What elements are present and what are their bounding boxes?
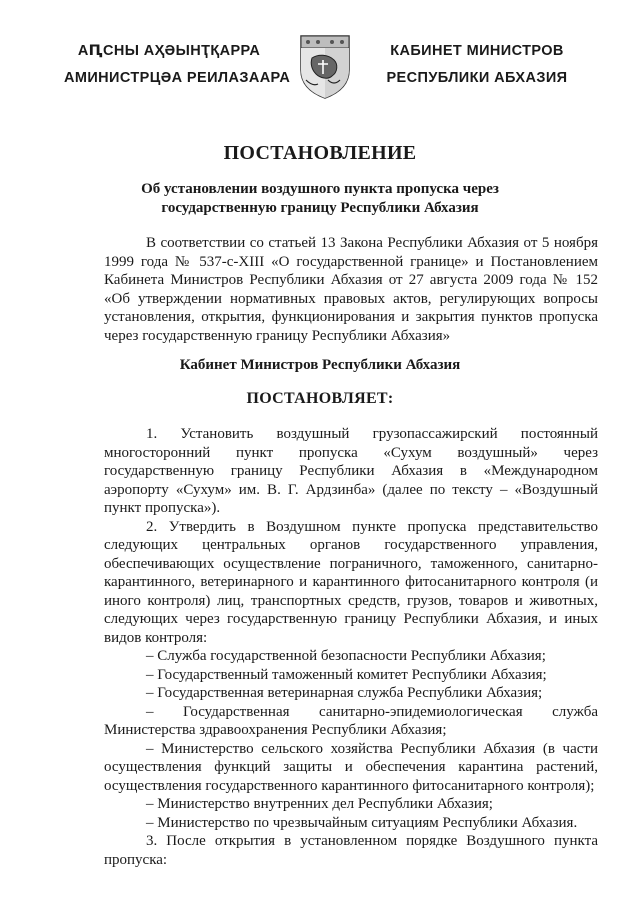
cabinet-heading: Кабинет Министров Республики Абхазия xyxy=(179,357,461,373)
point-1: 1. Установить воздушный грузопассажирский постоянный многосторонний пункт пропуска «Сухум воздушный» через государственную границу Республики Абхазия в «Международном аэропорту «Сухум» им. В. Г. Ардзинба» (далее по тексту – «Воздушный пункт пропуска»). xyxy=(104,426,598,516)
state-emblem-icon xyxy=(298,34,352,100)
document-subtitle: Об установлении воздушного пункта пропуска через государственную границу Республики Абхазия xyxy=(141,181,499,216)
agency-item: – Служба государственной безопасности Республики Абхазия; xyxy=(146,648,546,664)
agency-item: – Государственная ветеринарная служба Республики Абхазия; xyxy=(146,685,543,701)
preamble-paragraph: В соответствии со статьей 13 Закона Республики Абхазия от 5 ноября 1999 года № 537-с-XIII «О государственной границе» и Постановлением Кабинета Министров Республики Абхазия от 27 августа 2009 года № 152 «Об утверждении нормативных правовых актов, регулирующих вопросы установления, открытия, функционирования и закрытия пунктов пропуска через государственную границу Республики Абхазия» xyxy=(104,235,598,344)
agency-item: – Министерство по чрезвычайным ситуациям Республики Абхазия. xyxy=(146,814,578,831)
agency-item: – Министерство внутренних дел Республики Абхазия; xyxy=(146,796,493,812)
agency-item: – Министерство сельского хозяйства Республики Абхазия (в части осуществления функций защиты и обеспечения карантина растений, осуществления государственного карантинного фитосанитарного контроля); xyxy=(104,740,598,794)
header-russian-line2: РЕСПУБЛИКИ АБХАЗИЯ xyxy=(386,70,568,86)
agency-item: – Государственная санитарно-эпидемиологическая служба Министерства здравоохранения Республики Абхазия; xyxy=(104,703,598,738)
decree-body xyxy=(104,425,598,869)
header-abkhaz-line1: АԤСНЫ АҲӘЫНҬҚАРРА xyxy=(77,43,261,59)
decree-heading: ПОСТАНОВЛЯЕТ: xyxy=(246,390,394,407)
header-russian xyxy=(372,38,582,92)
point-2: 2. Утвердить в Воздушном пункте пропуска представительство следующих центральных органов государственного управления, обеспечивающих осуществление пограничного, таможенного, санитарно-карантинного, ветеринарного и карантинного фитосанитарного контроля (и иного контроля) лиц, транспортных средств, грузов, товаров и животных, следующих через государственную границу Республики Абхазия, и иных видов контроля: xyxy=(104,518,598,646)
header-russian-line1: КАБИНЕТ МИНИСТРОВ xyxy=(390,43,564,59)
point-3: 3. После открытия в установленном порядке Воздушного пункта пропуска: xyxy=(104,833,598,868)
header-abkhaz xyxy=(64,38,291,92)
agency-item: – Государственный таможенный комитет Республики Абхазия; xyxy=(146,666,547,683)
header-abkhaz-line2: АМИНИСТРЦӘА РЕИЛАЗААРА xyxy=(64,70,291,86)
document-title: ПОСТАНОВЛЕНИЕ xyxy=(223,142,417,164)
